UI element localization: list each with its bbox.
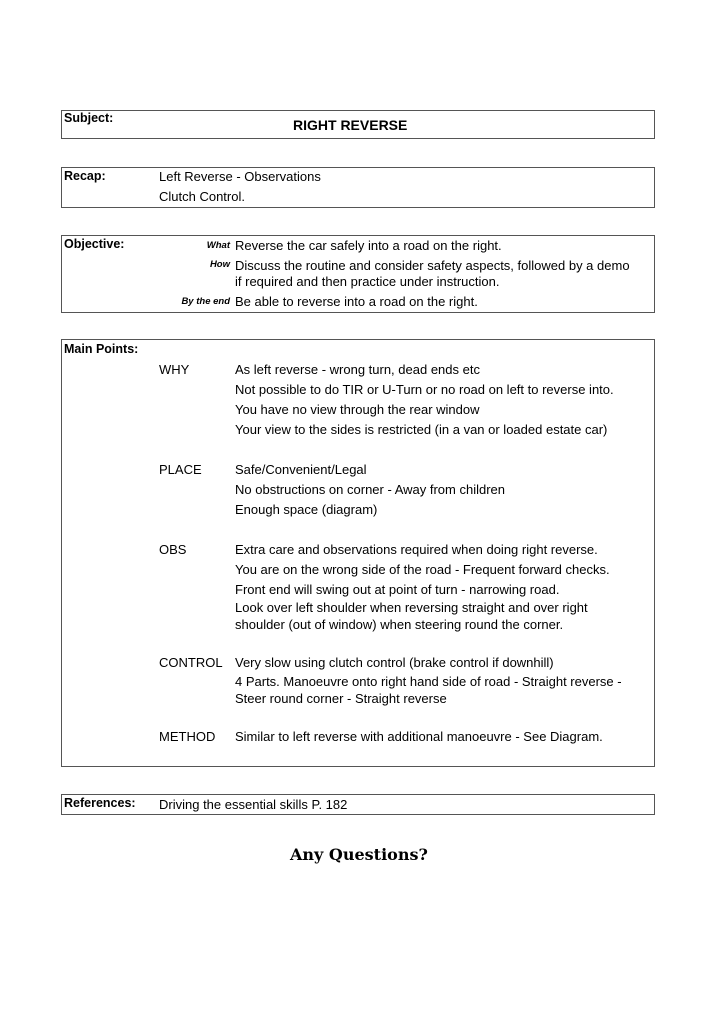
main-points-label: Main Points: [64, 342, 139, 356]
recap-line: Clutch Control. [159, 189, 245, 204]
how-text: if required and then practice under instruction. [235, 274, 500, 289]
obs-line: Look over left shoulder when reversing straight and over right [235, 600, 588, 615]
how-text: Discuss the routine and consider safety aspects, followed by a demo [235, 258, 630, 273]
subject-label: Subject: [64, 111, 114, 125]
recap-box [61, 167, 655, 208]
control-label: CONTROL [159, 655, 223, 670]
control-line: Very slow using clutch control (brake control if downhill) [235, 655, 554, 670]
why-line: Your view to the sides is restricted (in a van or loaded estate car) [235, 422, 608, 437]
lesson-title: RIGHT REVERSE [293, 117, 408, 133]
references-label: References: [64, 796, 136, 810]
place-line: Safe/Convenient/Legal [235, 462, 367, 477]
references-box [61, 794, 655, 815]
place-line: No obstructions on corner - Away from children [235, 482, 505, 497]
obs-line: Extra care and observations required when doing right reverse. [235, 542, 598, 557]
why-label: WHY [159, 362, 190, 377]
closing-question: Any Questions? [290, 845, 428, 864]
what-text: Reverse the car safely into a road on the right. [235, 238, 502, 253]
recap-label: Recap: [64, 169, 106, 183]
objective-label: Objective: [64, 237, 125, 251]
place-label: PLACE [159, 462, 202, 477]
method-label: METHOD [159, 729, 216, 744]
obs-line: Front end will swing out at point of turn - narrowing road. [235, 582, 560, 597]
control-line: Steer round corner - Straight reverse [235, 691, 447, 706]
why-line: You have no view through the rear window [235, 402, 480, 417]
obs-line: shoulder (out of window) when steering round the corner. [235, 617, 564, 632]
obs-line: You are on the wrong side of the road - Frequent forward checks. [235, 562, 610, 577]
why-line: Not possible to do TIR or U-Turn or no road on left to reverse into. [235, 382, 614, 397]
control-line: 4 Parts. Manoeuvre onto right hand side of road - Straight reverse - [235, 674, 622, 689]
by-the-end-text: Be able to reverse into a road on the right. [235, 294, 478, 309]
references-text: Driving the essential skills P. 182 [159, 797, 348, 812]
by-the-end-label: By the end [181, 296, 230, 307]
place-line: Enough space (diagram) [235, 502, 378, 517]
why-line: As left reverse - wrong turn, dead ends etc [235, 362, 480, 377]
recap-line: Left Reverse - Observations [159, 169, 321, 184]
what-label: What [206, 240, 230, 251]
method-line: Similar to left reverse with additional manoeuvre - See Diagram. [235, 729, 603, 744]
how-label: How [209, 259, 230, 270]
obs-label: OBS [159, 542, 187, 557]
